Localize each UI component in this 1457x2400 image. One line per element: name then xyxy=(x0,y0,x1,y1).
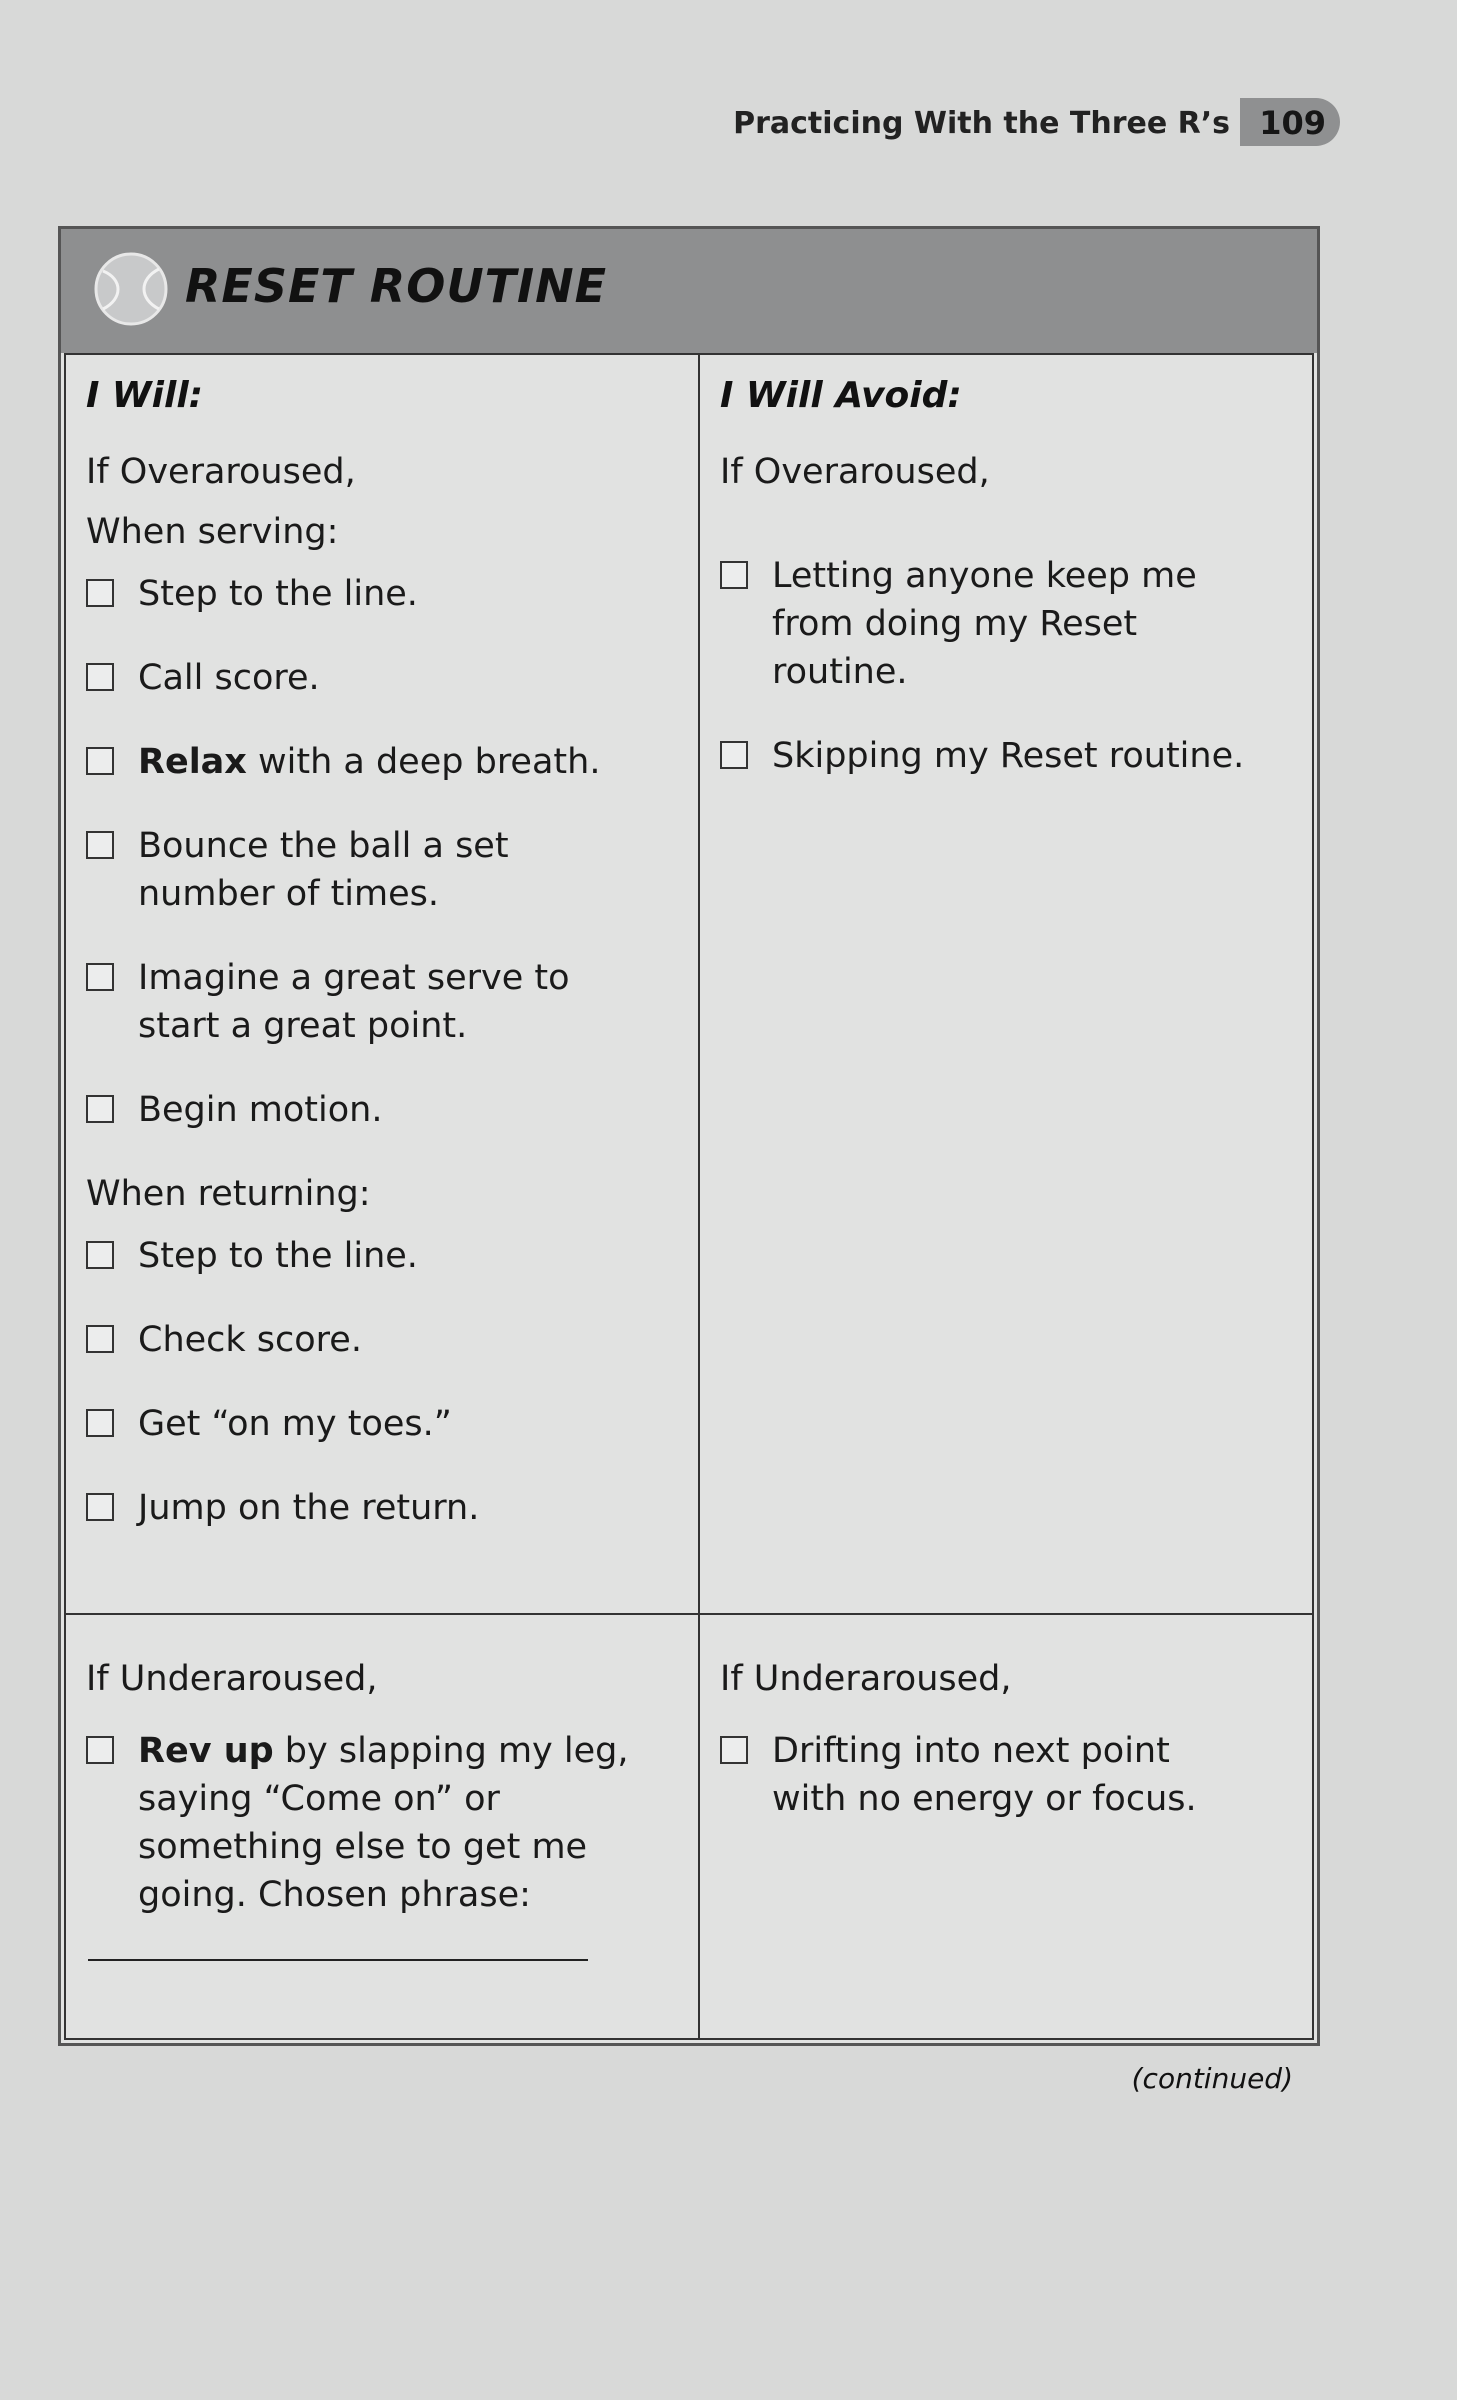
item-text: Step to the line. xyxy=(138,574,418,614)
checklist-item xyxy=(86,954,678,1050)
checkbox[interactable] xyxy=(720,561,748,589)
will-heading: I Will: xyxy=(86,375,204,416)
checklist-item xyxy=(86,570,678,618)
serving-list xyxy=(86,570,678,1134)
item-text: Bounce the ball a set number of times. xyxy=(138,826,509,914)
returning-label: When returning: xyxy=(86,1174,371,1214)
checklist-item xyxy=(86,1086,678,1134)
serving-label: When serving: xyxy=(86,512,339,552)
routine-table xyxy=(64,353,1314,2040)
overaroused-label: If Overaroused, xyxy=(86,452,356,492)
checkbox[interactable] xyxy=(86,579,114,607)
checkbox[interactable] xyxy=(86,1241,114,1269)
checklist-item xyxy=(86,738,678,786)
overaroused-label-right: If Overaroused, xyxy=(720,452,990,492)
item-text: Get “on my toes.” xyxy=(138,1404,452,1444)
checklist-item xyxy=(86,1484,678,1532)
item-text: Relax with a deep breath. xyxy=(138,742,601,782)
checklist-item xyxy=(86,1400,678,1448)
running-head-title: Practicing With the Three R’s xyxy=(733,106,1230,141)
item-text: Step to the line. xyxy=(138,1236,418,1276)
checkbox[interactable] xyxy=(86,1325,114,1353)
avoid-overaroused-cell xyxy=(700,355,1312,816)
chosen-phrase-line[interactable] xyxy=(88,1959,588,1961)
checklist-item xyxy=(86,1727,678,1919)
item-text: Begin motion. xyxy=(138,1090,383,1130)
running-head xyxy=(733,98,1340,148)
item-text: Check score. xyxy=(138,1320,362,1360)
will-underaroused-cell xyxy=(66,1615,698,1961)
item-text: Call score. xyxy=(138,658,320,698)
checkbox[interactable] xyxy=(86,1493,114,1521)
avoid-item xyxy=(720,552,1292,696)
continued-note: (continued) xyxy=(1131,2062,1293,2095)
underaroused-label-right: If Underaroused, xyxy=(720,1659,1012,1699)
checklist-item xyxy=(86,822,678,918)
checkbox[interactable] xyxy=(86,747,114,775)
item-text: Jump on the return. xyxy=(138,1488,480,1528)
item-text: Drifting into next point with no energy or focus. xyxy=(772,1731,1197,1819)
item-text: Rev up by slapping my leg, saying “Come on” or something else to get me going. Chosen phrase: xyxy=(138,1731,629,1915)
checkbox[interactable] xyxy=(86,1736,114,1764)
item-text: Imagine a great serve to start a great point. xyxy=(138,958,570,1046)
avoid-underaroused-cell xyxy=(700,1615,1312,1859)
checkbox[interactable] xyxy=(720,741,748,769)
checklist-item xyxy=(86,1232,678,1280)
avoid-heading: I Will Avoid: xyxy=(720,375,962,416)
checkbox[interactable] xyxy=(720,1736,748,1764)
box-title: RESET ROUTINE xyxy=(185,259,608,313)
item-text: Skipping my Reset routine. xyxy=(772,736,1245,776)
avoid-item xyxy=(720,732,1292,780)
box-header xyxy=(61,229,1317,353)
checklist-item xyxy=(86,654,678,702)
tennis-ball-icon xyxy=(91,249,171,329)
checklist-item xyxy=(86,1316,678,1364)
checkbox[interactable] xyxy=(86,831,114,859)
checkbox[interactable] xyxy=(86,1095,114,1123)
will-overaroused-cell xyxy=(66,355,698,1568)
checkbox[interactable] xyxy=(86,1409,114,1437)
avoid-item xyxy=(720,1727,1292,1823)
page-number: 109 xyxy=(1259,104,1326,142)
item-text: Letting anyone keep me from doing my Reset routine. xyxy=(772,556,1197,692)
checkbox[interactable] xyxy=(86,963,114,991)
checkbox[interactable] xyxy=(86,663,114,691)
reset-routine-box xyxy=(58,226,1320,2046)
returning-list xyxy=(86,1232,678,1532)
underaroused-label: If Underaroused, xyxy=(86,1659,378,1699)
